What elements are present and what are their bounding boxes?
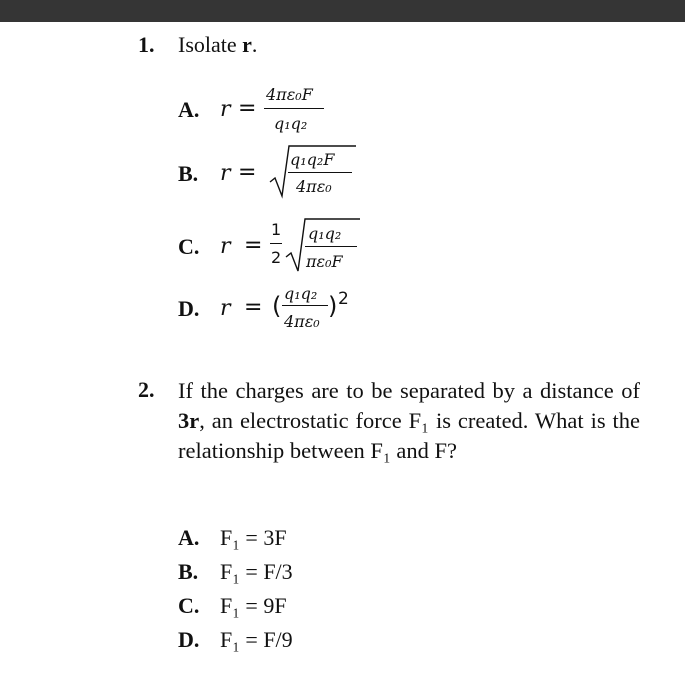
fraction-bar — [264, 108, 324, 109]
exponent: 2 — [338, 289, 349, 309]
option-text: F₁ = 3F — [220, 525, 287, 550]
option-text: F₁ = 9F — [220, 593, 287, 618]
coefficient-denominator: 2 — [271, 248, 282, 267]
question-1-variable: r — [242, 32, 252, 57]
question-2-text: If the charges are to be separated by a distance of 3r, an electrostatic force F₁ is created. What is the relationship between F₁ and F? — [178, 378, 640, 463]
option-label: D. — [178, 296, 200, 321]
coefficient-bar — [270, 243, 282, 244]
option-lhs: r — [220, 234, 231, 259]
equals-sign: = — [238, 160, 257, 185]
option-lhs: r — [220, 97, 231, 122]
open-paren: ( — [272, 292, 282, 320]
option-label: B. — [178, 161, 199, 186]
option-label: A. — [178, 97, 200, 122]
fraction-numerator: q₁q₂ — [284, 284, 318, 303]
question-1-text: Isolate r. — [178, 32, 258, 57]
equals-sign: = — [244, 295, 263, 320]
option-text: F₁ = F/3 — [220, 559, 293, 584]
option-label: B. — [178, 559, 199, 584]
option-label: C. — [178, 234, 200, 259]
fraction-numerator: 4πε₀F — [266, 85, 313, 104]
fraction-bar — [288, 172, 352, 173]
option-label: D. — [178, 627, 200, 652]
option-lhs: r — [220, 296, 231, 321]
option-label: A. — [178, 525, 200, 550]
fraction-numerator: q₁q₂ — [308, 224, 342, 243]
option-text: F₁ = F/9 — [220, 627, 293, 652]
option-lhs: r — [220, 161, 231, 186]
fraction-bar — [305, 246, 357, 247]
close-paren: ) — [328, 292, 338, 320]
fraction-denominator: 4πε₀ — [296, 177, 332, 196]
distance-value: 3r — [178, 408, 200, 433]
fraction-bar — [282, 305, 328, 306]
fraction-denominator: q₁q₂ — [274, 114, 308, 133]
option-label: C. — [178, 593, 200, 618]
fraction-numerator: q₁q₂F — [290, 150, 335, 169]
equals-sign: = — [244, 233, 263, 258]
question-2-number: 2. — [138, 377, 155, 402]
equals-sign: = — [238, 96, 257, 121]
coefficient-numerator: 1 — [271, 220, 282, 239]
top-bar — [0, 0, 685, 22]
fraction-denominator: πε₀F — [306, 252, 343, 271]
question-1-number: 1. — [138, 32, 155, 57]
fraction-denominator: 4πε₀ — [284, 312, 320, 331]
